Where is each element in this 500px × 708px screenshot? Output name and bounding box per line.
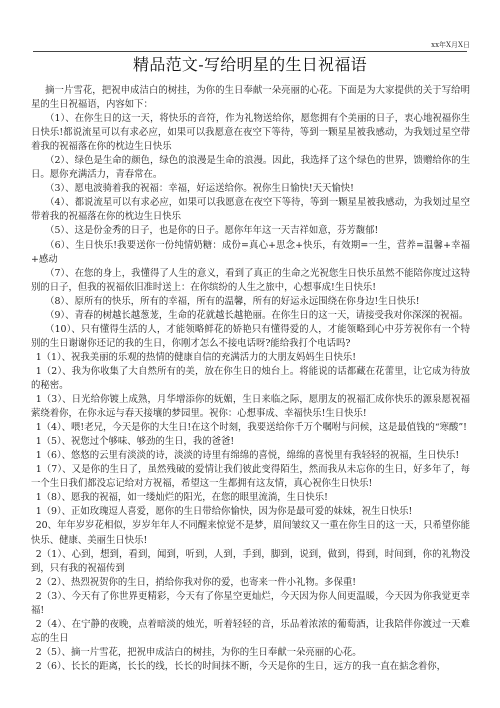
- wish-paragraph: （7）、在您的身上，我懂得了人生的意义，看到了真正的生命之光祝您生日快乐虽然不能陪你度过这特别的日子，但我的祝福依旧准时送上：在你缤纷的人生之旅中，心想事成!生日快乐!: [31, 267, 470, 293]
- wish-paragraph: 2（3）、今天有了你世界更精彩，今天有了你星空更灿烂，今天因为你人间更温暖，今天因为你我觉更幸福!: [31, 590, 470, 616]
- wish-paragraph: 1（8）、愿我的祝福，如一缕灿烂的阳光，在您的眼里流淌，生日快乐!: [35, 492, 328, 504]
- wish-paragraph: 1（3）、日光给你镀上成熟，月华增添你的妩媚，生日来临之际，愿朋友的祝福汇成你快乐的源泉愿祝福萦绕着你，在你永远与春天接壤的梦园里。祝你：心想事成、幸福快乐!生日快乐!: [31, 394, 470, 420]
- wish-paragraph: （10）、只有懂得生活的人，才能领略鲜花的娇艳只有懂得爱的人，才能领略到心中芬芳祝你有一个特别的生日谢谢你还记的我的生日，你刚才怎么不接电话呀?能给我打个电话吗?: [31, 323, 470, 349]
- wish-paragraph: 1（6）、悠悠的云里有淡淡的诗，淡淡的诗里有绵绵的喜悦，绵绵的喜悦里有我轻轻的祝福，生日快乐!: [35, 450, 460, 462]
- wish-paragraph: 1（4）、喂!老兄，今天是你的大生日!在这个时刻，我要送给你千万个嘱咐与问候，这是最值钱的“寒酸”!: [35, 422, 467, 434]
- wish-paragraph: （3）、愿电波骑着我的祝福：幸福，好运送给你。祝你生日愉快!天天愉快!: [45, 183, 354, 195]
- wish-paragraph: （9）、青春的树越长越葱茏，生命的花就越长越艳丽。在你生日的这一天，请接受我对你深深的祝福。: [45, 309, 469, 321]
- wish-paragraph: 1（5）、祝您过个够味、够劲的生日，我的爸爸!: [35, 436, 235, 448]
- wish-paragraph: （4）、都说流星可以有求必应，如果可以我愿意在夜空下等待，等到一颗星星被我感动，为我划过星空带着我的祝福落在你的枕边生日快乐: [31, 197, 470, 223]
- intro-paragraph: 摘一片雪花，把祝申成洁白的树挂，为你的生日奉献一朵亮丽的心花。下面是为大家提供的关于写给明星的生日祝福语，内容如下：: [31, 85, 470, 111]
- document-body: [31, 84, 470, 674]
- wish-paragraph: （8）、原所有的快乐，所有的幸福，所有的温馨，所有的好运永远围绕在你身边!生日快乐!: [45, 295, 420, 307]
- header-date: xx年X月X日: [431, 41, 470, 49]
- wish-paragraph: 1（2）、我为你收集了大自然所有的美，放在你生日的烛台上。将能说的话都藏在花蕾里，让它成为待放的秘密。: [31, 365, 470, 391]
- wish-paragraph: 2（2）、热烈祝贺你的生日，捎给你我对你的爱，也寄来一件小礼物。多保重!: [35, 576, 357, 588]
- wish-paragraph: 2（6）、长长的距离，长长的线，长长的时间抹不断，今天是你的生日，远方的我一直在掂念着你，: [35, 660, 447, 672]
- wish-paragraph: （1）、在你生日的这一天，将快乐的音符，作为礼物送给你，愿您拥有个美丽的日子，衷心地祝福你生日快乐!都说流星可以有求必应，如果可以我愿意在夜空下等待，等到一颗星星被我感动，为我划过星空带着我的祝福落在你的枕边生日快乐: [31, 113, 470, 153]
- wish-paragraph: 20、年年岁岁花相似，岁岁年年人不同醒来惊觉不是梦，眉间皱纹又一重在你生日的这一天，只希望你能快乐、健康、美丽生日快乐!: [31, 520, 470, 546]
- wish-paragraph: （5）、这是份金秀的日子，也是你的日子。愿你年年这一天吉祥如意，芬芳馥郁!: [45, 225, 379, 237]
- wish-paragraph: 2（1）、心到，想到，看到，闻到，听到，人到，手到，脚到，说到，做到，得到，时间到，你的礼物没到，只有我的祝福传到: [31, 548, 470, 574]
- wish-paragraph: 1（1）、祝我美丽的乐观的热情的健康自信的充满活力的大朋友妈妈生日快乐!: [35, 351, 357, 363]
- wish-paragraph: （6）、生日快乐!我要送你一份纯情奶糖：成份=真心+思念+快乐，有效期=一生，营养=温馨+幸福+感动: [31, 239, 470, 265]
- wish-paragraph: 2（4）、在宁静的夜晚，点着暗淡的烛光，听着轻轻的音，乐品着浓浓的葡萄酒，让我陪伴你渡过一天难忘的生日: [31, 618, 470, 644]
- wish-paragraph: （2）、绿色是生命的颜色，绿色的浪漫是生命的浪漫。因此，我选择了这个绿色的世界，馈赠给你的生日。愿你充满活力，青春常在。: [31, 155, 470, 181]
- document-title: 精品范文-写给明星的生日祝福语: [133, 55, 367, 74]
- wish-paragraph: 2（5）、摘一片雪花，把祝申成洁白的树挂，为你的生日奉献一朵亮丽的心花。: [35, 646, 362, 658]
- wish-paragraph: 1（7）、又是你的生日了，虽然残破的爱情让我们彼此变得陌生，然而我从未忘你的生日，好多年了，每一个生日我们都没忘记给对方祝福，希望这一生都拥有这友情，真心祝你生日快乐!: [31, 464, 470, 490]
- wish-paragraph: 1（9）、正如玫瑰逗人喜爱，愿你的生日带给你愉快，因为你是最可爱的妹妹，祝生日快乐!: [35, 506, 413, 518]
